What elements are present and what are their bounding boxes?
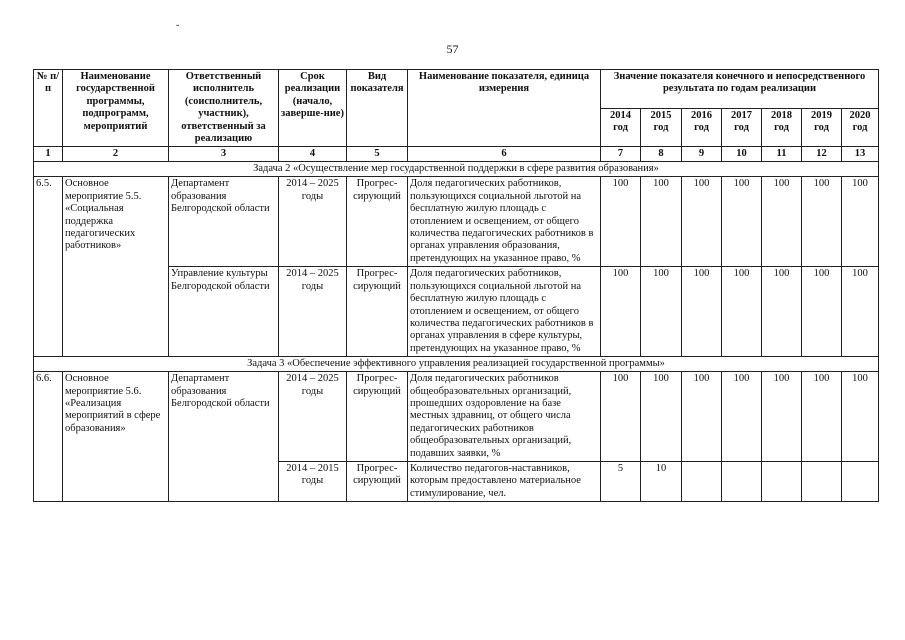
column-number: 4 (279, 147, 347, 162)
header-executor: Ответственный исполнитель (соисполнитель, участник), ответственный за реализацию (169, 70, 279, 147)
executor: Управление культуры Белгородской области (169, 267, 279, 357)
term: 2014 – 2025 годы (279, 372, 347, 462)
page-number: 57 (446, 42, 459, 56)
column-number: 3 (169, 147, 279, 162)
value-cell: 100 (762, 372, 802, 462)
column-number: 5 (347, 147, 408, 162)
value-cell: 100 (842, 267, 879, 357)
header-year: 2017 год (722, 108, 762, 147)
header-num: № п/п (34, 70, 63, 147)
row-number: 6.6. (34, 372, 63, 502)
header-name: Наименование государственной программы, подпрограмм, мероприятий (63, 70, 169, 147)
header-year: 2016 год (682, 108, 722, 147)
task-row (34, 162, 879, 177)
indicator-name: Доля педагогических работников, пользующихся социальной льготой на бесплатную жилую площадь с отоплением и освещением, от общего количества педагогических работников в органах управления в сфере культуры, претендующих на указанное право, % (408, 267, 601, 357)
activity-name: Основное мероприятие 5.6. «Реализация мероприятий в сфере образования» (63, 372, 169, 502)
indicator-kind: Прогрес-сирующий (347, 267, 408, 357)
term: 2014 – 2025 годы (279, 267, 347, 357)
value-cell (842, 461, 879, 501)
column-number: 8 (641, 147, 682, 162)
column-number: 11 (762, 147, 802, 162)
value-cell: 100 (722, 177, 762, 267)
value-cell (802, 461, 842, 501)
executor: Департамент образования Белгородской области (169, 372, 279, 502)
row-number: 6.5. (34, 177, 63, 357)
value-cell: 100 (722, 267, 762, 357)
value-cell: 100 (601, 177, 641, 267)
value-cell: 100 (802, 372, 842, 462)
header-indicator: Наименование показателя, единица измерения (408, 70, 601, 147)
column-number: 6 (408, 147, 601, 162)
header-term: Срок реализации (начало, заверше-ние) (279, 70, 347, 147)
value-cell: 100 (601, 267, 641, 357)
header-values-group: Значение показателя конечного и непосредственного результата по годам реализации (601, 70, 879, 109)
value-cell: 100 (601, 372, 641, 462)
value-cell: 10 (641, 461, 682, 501)
indicator-kind: Прогрес-сирующий (347, 461, 408, 501)
indicator-kind: Прогрес-сирующий (347, 372, 408, 462)
column-number: 12 (802, 147, 842, 162)
table-row (34, 177, 879, 267)
column-number: 9 (682, 147, 722, 162)
header-year: 2019 год (802, 108, 842, 147)
column-number: 10 (722, 147, 762, 162)
task-2-title: Задача 2 «Осуществление мер государственной поддержки в сфере развития образования» (34, 162, 879, 177)
task-3-title: Задача 3 «Обеспечение эффективного управления реализацией государственной программы» (34, 357, 879, 372)
value-cell (722, 461, 762, 501)
header-kind: Вид показателя (347, 70, 408, 147)
value-cell: 100 (762, 177, 802, 267)
table-row (34, 372, 879, 462)
value-cell: 100 (682, 177, 722, 267)
header-row (34, 70, 879, 109)
header-year: 2018 год (762, 108, 802, 147)
executor: Департамент образования Белгородской области (169, 177, 279, 267)
value-cell: 100 (641, 177, 682, 267)
value-cell: 100 (802, 267, 842, 357)
header-year: 2014 год (601, 108, 641, 147)
indicator-name: Доля педагогических работников общеобразовательных организаций, прошедших оздоровление на базе местных здравниц, от общего числа педагогических работников общеобразовательных организаций, подавших заявки, % (408, 372, 601, 462)
value-cell (682, 461, 722, 501)
indicator-name: Доля педагогических работников, пользующихся социальной льготой на бесплатную жилую площадь с отоплением и освещением, от общего количества педагогических работников в органах управления образования, претендующих на указанное право, % (408, 177, 601, 267)
column-number: 2 (63, 147, 169, 162)
value-cell: 100 (722, 372, 762, 462)
header-year: 2020 год (842, 108, 879, 147)
value-cell: 100 (682, 372, 722, 462)
column-numbers-row (34, 147, 879, 162)
value-cell: 100 (802, 177, 842, 267)
task-row (34, 357, 879, 372)
column-number: 13 (842, 147, 879, 162)
value-cell: 100 (842, 177, 879, 267)
term: 2014 – 2025 годы (279, 177, 347, 267)
scan-mark: ˘ (176, 24, 180, 35)
indicator-name: Количество педагогов-наставников, которым предоставлено материальное стимулирование, чел. (408, 461, 601, 501)
column-number: 7 (601, 147, 641, 162)
header-year: 2015 год (641, 108, 682, 147)
value-cell: 100 (762, 267, 802, 357)
term: 2014 – 2015 годы (279, 461, 347, 501)
activity-name: Основное мероприятие 5.5. «Социальная поддержка педагогических работников» (63, 177, 169, 357)
program-table (33, 69, 879, 502)
value-cell: 100 (641, 372, 682, 462)
value-cell: 5 (601, 461, 641, 501)
value-cell: 100 (842, 372, 879, 462)
column-number: 1 (34, 147, 63, 162)
value-cell: 100 (641, 267, 682, 357)
value-cell: 100 (682, 267, 722, 357)
value-cell (762, 461, 802, 501)
indicator-kind: Прогрес-сирующий (347, 177, 408, 267)
